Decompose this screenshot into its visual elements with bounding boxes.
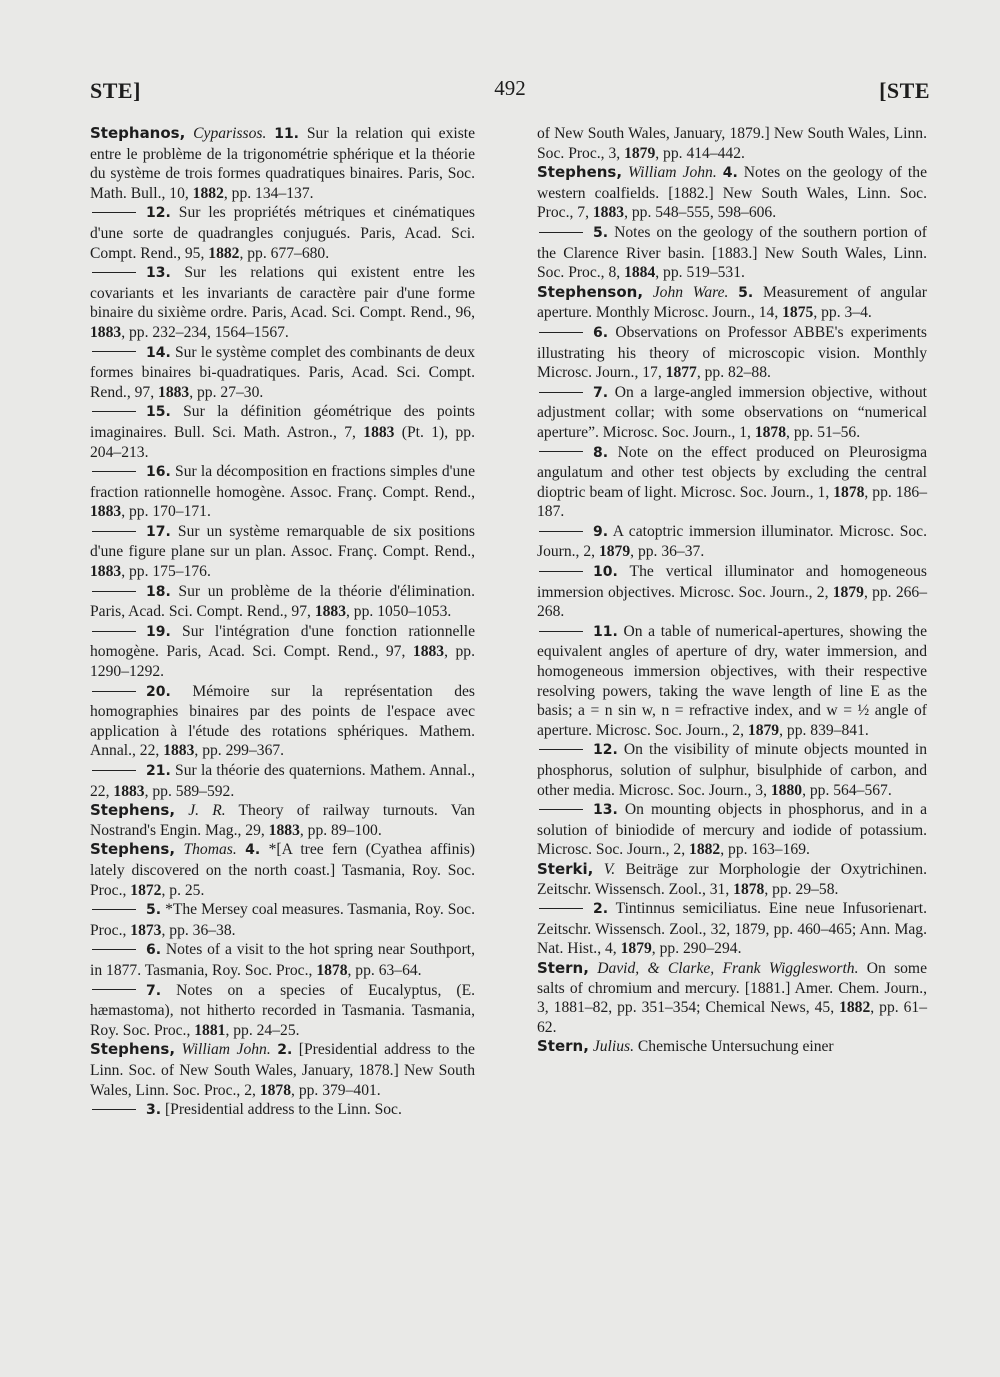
entry-pages: (Pt. 1), pp. 204–213. (90, 423, 476, 461)
ditto-dash (92, 531, 136, 532)
entry-year: 1883 (113, 782, 145, 800)
author-forename: David, & Clarke, Frank Wigglesworth. (597, 959, 859, 977)
entry-year: 1879 (598, 543, 631, 561)
entry-text: Sur les relations qui existent entre les covariants et les invariants de caractère pair d'une forme binaire du sixième ordre. Paris, Acad. Sci. Compt. Rend., 96, (90, 264, 475, 322)
bibliography-entry (90, 582, 475, 622)
ditto-dash (539, 332, 583, 333)
entry-year: 1879 (832, 583, 864, 601)
entry-text: Sur le système complet des combinants de deux formes binaires bi-quadratiques. Paris, Acad. Sci. Compt. Rend., 97, (90, 343, 475, 401)
entry-text: of New South Wales, January, 1879.] New South Wales, Linn. Soc. Proc., 3, (537, 125, 927, 162)
entry-number: 2. (277, 1042, 293, 1059)
entry-pages: , pp. 519–531. (655, 264, 745, 282)
author-forename: V. (603, 860, 616, 878)
ditto-dash (92, 591, 136, 592)
entry-text: Sur la décomposition en fractions simples d'une fraction rationnelle homogène. Assoc. Franç. Compt. Rend., (90, 463, 475, 501)
entry-number: 11. (274, 126, 300, 142)
entry-year: 1881 (194, 1021, 226, 1039)
entry-year: 1878 (754, 423, 787, 441)
bibliography-entry (537, 124, 927, 163)
entry-year: 1883 (314, 603, 346, 621)
author-name: Stern, (537, 958, 589, 977)
entry-text: The vertical illuminator and homogeneous immersion objectives. Microsc. Soc. Journ., 2, (537, 563, 927, 601)
entry-year: 1883 (90, 323, 122, 341)
entry-year: 1883 (158, 383, 190, 401)
entry-pages: , pp. 266–268. (537, 583, 928, 621)
entry-pages: , pp. 299–367. (194, 742, 285, 760)
entry-number: 18. (146, 583, 171, 600)
author-forename: Cyparissos. (193, 125, 267, 142)
entry-text: *[A tree fern (Cyathea affinis) lately discovered on the north coast.] Tasmania, Roy. Soc. Proc., (90, 841, 475, 899)
ditto-dash (92, 909, 136, 910)
bibliography-entry (537, 800, 927, 860)
author-forename: Thomas. (183, 841, 237, 859)
entry-text: Sur la définition géométrique des points imaginaires. Bull. Sci. Math. Astron., 7, (90, 403, 475, 441)
entry-pages: , pp. 51–56. (786, 423, 861, 441)
entry-number: 10. (593, 564, 618, 581)
entry-number: 12. (593, 742, 618, 759)
entry-pages: , pp. 24–25. (225, 1021, 300, 1039)
entry-text: Notes on the geology of the southern portion of the Clarence River basin. [1883.] New South Wales, Linn. Soc. Proc., 8, (537, 223, 927, 282)
author-entry (90, 801, 475, 840)
entry-year: 1878 (733, 880, 765, 898)
bibliography-entry (537, 383, 927, 443)
entry-pages: , pp. 589–592. (144, 782, 235, 800)
entry-pages: , pp. 170–171. (121, 503, 211, 521)
entry-year: 1879 (747, 721, 780, 739)
author-forename: John Ware. (652, 283, 729, 301)
author-forename: Julius. (592, 1038, 634, 1056)
bibliography-entry (90, 900, 475, 940)
author-entry (537, 959, 927, 1037)
bibliography-entry (90, 402, 475, 462)
entry-pages: , pp. 414–442. (655, 144, 745, 162)
bibliography-entry (90, 263, 475, 342)
entry-text: Tintinnus semiciliatus. Eine neue Infusorienart. Zeitschr. Wissensch. Zool., 32, 1879, pp. 460–465; Ann. Mag. Nat. Hist., 4, (537, 900, 927, 958)
entry-number: 2. (593, 901, 609, 918)
entry-year: 1883 (90, 563, 122, 581)
entry-number: 8. (593, 444, 609, 461)
entry-pages: , pp. 1050–1053. (346, 603, 452, 621)
bibliography-entry (90, 622, 475, 682)
bibliography-entry (537, 223, 927, 283)
ditto-dash (92, 949, 136, 950)
author-forename: William John. (628, 164, 717, 182)
entry-number: 11. (593, 623, 618, 640)
entry-text: Notes on a species of Eucalyptus, (E. hæmastoma), not hitherto recorded in Tasmania. Tasmania, Roy. Soc. Proc., (90, 981, 475, 1039)
entry-year: 1872 (130, 881, 162, 899)
entry-number: 13. (146, 265, 171, 282)
bibliography-entry (90, 1100, 475, 1121)
bibliography-entry (537, 622, 927, 741)
ditto-dash (539, 392, 583, 393)
entry-pages: , pp. 232–234, 1564–1567. (121, 323, 289, 341)
entry-year: 1882 (689, 841, 721, 859)
entry-text: Note on the effect produced on Pleurosigma angulatum and other test objects by excluding the central dioptric beam of light. Microsc. Soc. Journ., 1, (537, 443, 927, 501)
ditto-dash (539, 451, 583, 452)
entry-year: 1883 (90, 503, 122, 521)
ditto-dash (539, 631, 583, 632)
author-name: Stephanos, (90, 124, 186, 142)
entry-number: 9. (593, 523, 609, 540)
ditto-dash (539, 749, 583, 750)
entry-text: Measurement of angular aperture. Monthly Microsc. Journ., 14, (537, 283, 927, 322)
entry-text: On mounting objects in phosphorus, and in a solution of biniodide of mercury and iodide of potassium. Microsc. Soc. Journ., 2, (537, 801, 928, 859)
running-head-left: STE] (90, 78, 141, 103)
entry-pages: , pp. 61–62. (537, 999, 927, 1036)
page-number: 492 (494, 76, 526, 100)
entry-pages: , p. 25. (161, 881, 205, 899)
entry-year: 1883 (268, 821, 300, 839)
bibliography-entry (537, 323, 927, 383)
bibliography-entry (90, 343, 475, 403)
bibliography-entry (90, 462, 475, 522)
bibliography-entry (90, 682, 475, 761)
entry-text: Sur l'intégration d'une fonction rationnelle homogène. Paris, Acad. Sci. Compt. Rend., 97, (90, 622, 475, 661)
author-name: Sterki, (537, 859, 594, 878)
entry-year: 1882 (192, 184, 224, 202)
bibliography-entry (537, 443, 927, 522)
ditto-dash (92, 631, 136, 632)
entry-text: *The Mersey coal measures. Tasmania, Roy. Soc. Proc., (90, 901, 475, 939)
ditto-dash (92, 989, 136, 990)
ditto-dash (539, 571, 583, 572)
entry-number: 4. (245, 842, 261, 859)
bibliography-entry (537, 899, 927, 959)
entry-number: 17. (146, 523, 171, 540)
ditto-dash (539, 908, 583, 909)
entry-number: 5. (738, 284, 754, 301)
entry-pages: , pp. 163–169. (720, 841, 810, 859)
entry-pages: , pp. 548–555, 598–606. (624, 204, 777, 222)
entry-pages: , pp. 36–37. (630, 543, 705, 561)
bibliography-entry (90, 981, 475, 1041)
author-entry (90, 1040, 475, 1100)
entry-text: Notes of a visit to the hot spring near Southport, in 1877. Tasmania, Roy. Soc. Proc., (90, 941, 475, 979)
entry-text: On the visibility of minute objects mounted in phosphorus, solution of sulphur, bisulphide of carbon, and other media. Microsc. Soc. Journ., 3, (537, 741, 927, 799)
author-entry (537, 283, 927, 323)
entry-number: 15. (146, 404, 171, 421)
entry-number: 14. (146, 344, 171, 361)
ditto-dash (539, 531, 583, 532)
entry-text: Chemische Untersuchung einer (637, 1038, 834, 1056)
entry-year: 1873 (130, 921, 162, 939)
entry-text: Theory of railway turnouts. Van Nostrand's Engin. Mag., 29, (90, 802, 475, 839)
bibliography-entry (90, 522, 475, 582)
entry-text: [Presidential address to the Linn. Soc. of New South Wales, January, 1878.] New South Wales, Linn. Soc. Proc., 2, (90, 1041, 475, 1099)
entry-text: On a large-angled immersion objective, without adjustment collar; with some observations on “numerical aperture”. Microsc. Soc. Journ., 1, (537, 383, 927, 441)
entry-number: 13. (593, 802, 618, 819)
author-entry (90, 124, 475, 203)
left-column (90, 124, 475, 1121)
entry-pages: , pp. 27–30. (189, 383, 264, 401)
entry-pages: , pp. 1290–1292. (90, 643, 475, 681)
running-head-right: [STE (879, 78, 930, 103)
entry-text: On a table of numerical-apertures, showing the equivalent angles of aperture of dry, water immersion, and homogeneous immersion objectives, with their respective resolving powers, taking the wave length of line E as the basis; a = n sin w, n = refractive index, and w = ½ angle of aperture. Microsc. Soc. Journ., 2, (537, 622, 927, 739)
ditto-dash (92, 351, 136, 352)
ditto-dash (92, 770, 136, 771)
right-column (537, 124, 927, 1057)
entry-year: 1878 (316, 961, 348, 979)
entry-year: 1880 (770, 781, 803, 799)
bibliography-entry (90, 940, 475, 980)
entry-year: 1882 (839, 999, 871, 1017)
entry-year: 1883 (592, 204, 625, 222)
entry-text: On some salts of chromium and mercury. [1881.] Amer. Chem. Journ., 3, 1881–82, pp. 351–354; Chemical News, 45, (537, 959, 927, 1017)
entry-number: 7. (146, 982, 162, 999)
bibliography-entry (90, 203, 475, 263)
entry-year: 1884 (624, 264, 656, 282)
entry-number: 6. (146, 942, 162, 959)
ditto-dash (539, 232, 583, 233)
entry-pages: , pp. 175–176. (121, 563, 211, 581)
author-forename: J. R. (188, 802, 226, 820)
entry-pages: , pp. 379–401. (291, 1081, 381, 1099)
ditto-dash (92, 411, 136, 412)
author-entry (90, 840, 475, 900)
bibliography-entry (90, 761, 475, 801)
author-entry (537, 860, 927, 899)
entry-text: Sur la théorie des quaternions. Mathem. Annal., 22, (90, 762, 475, 800)
entry-pages: , pp. 29–58. (764, 880, 839, 898)
entry-year: 1883 (412, 643, 445, 661)
entry-pages: , pp. 3–4. (813, 304, 872, 322)
author-name: Stephens, (90, 840, 176, 859)
entry-text: Observations on Professor ABBE's experiments illustrating his theory of microscopic vision. Monthly Microsc. Journ., 17, (537, 323, 927, 382)
entry-text: Sur la relation qui existe entre le problème de la trigonométrie sphérique et la théorie du système de trois formes quadratiques binaires. Paris, Soc. Math. Bull., 10, (90, 125, 476, 202)
entry-text: Sur les propriétés métriques et cinématiques d'une sorte de quadrangles conjugués. Paris, Acad. Sci. Compt. Rend., 95, (90, 204, 475, 262)
entry-year: 1883 (163, 742, 195, 760)
entry-year: 1878 (833, 483, 865, 501)
ditto-dash (539, 809, 583, 810)
ditto-dash (92, 212, 136, 213)
entry-text: Sur un problème de la théorie d'élimination. Paris, Acad. Sci. Compt. Rend., 97, (90, 582, 475, 621)
entry-number: 21. (146, 763, 171, 779)
entry-number: 19. (146, 623, 171, 640)
entry-pages: , pp. 89–100. (299, 821, 382, 839)
author-name: Stern, (537, 1037, 589, 1056)
entry-pages: , pp. 186–187. (537, 483, 927, 521)
author-entry (537, 163, 927, 223)
author-entry (537, 1037, 927, 1057)
entry-number: 6. (593, 324, 609, 341)
author-name: Stephens, (90, 801, 176, 820)
entry-text: A catoptric immersion illuminator. Microsc. Soc. Journ., 2, (537, 522, 927, 561)
ditto-dash (92, 471, 136, 472)
entry-pages: , pp. 839–841. (779, 721, 869, 739)
entry-year: 1882 (208, 244, 240, 262)
entry-number: 16. (146, 464, 171, 481)
entry-text: [Presidential address to the Linn. Soc. (164, 1101, 402, 1119)
entry-text: Mémoire sur la représentation des homographies binaires par des points de l'espace avec application à l'étude des rotations sphériques. Mathem. Annal., 22, (90, 682, 475, 760)
entry-year: 1879 (620, 940, 652, 958)
entry-pages: , pp. 82–88. (696, 364, 771, 382)
ditto-dash (92, 1109, 136, 1110)
entry-pages: , pp. 63–64. (347, 961, 422, 979)
entry-year: 1875 (782, 304, 814, 322)
entry-number: 5. (146, 902, 162, 919)
entry-year: 1879 (624, 144, 656, 162)
entry-number: 20. (146, 683, 171, 700)
author-forename: William John. (181, 1041, 271, 1059)
entry-number: 12. (146, 205, 171, 222)
bibliography-entry (537, 740, 927, 800)
ditto-dash (92, 691, 136, 692)
author-name: Stephenson, (537, 282, 644, 301)
ditto-dash (92, 272, 136, 273)
entry-pages: , pp. 677–680. (239, 244, 330, 262)
entry-text: Sur un système remarquable de six positions d'une figure plane sur un plan. Assoc. Franç. Compt. Rend., (90, 522, 475, 561)
bibliography-entry (537, 522, 927, 562)
entry-number: 4. (722, 165, 738, 182)
entry-pages: , pp. 290–294. (651, 940, 742, 958)
entry-number: 3. (146, 1102, 162, 1119)
entry-pages: , pp. 36–38. (161, 921, 236, 939)
entry-text: Notes on the geology of the western coalfields. [1882.] New South Wales, Linn. Soc. Proc., 7, (537, 164, 927, 222)
page-header (90, 78, 930, 108)
bibliography-entry (537, 562, 927, 622)
entry-number: 7. (593, 384, 609, 401)
entry-text: Beiträge zur Morphologie der Oxytrichinen. Zeitschr. Wissensch. Zool., 31, (537, 860, 927, 898)
entry-year: 1877 (665, 364, 697, 382)
entry-pages: , pp. 134–137. (223, 184, 314, 202)
entry-pages: , pp. 564–567. (802, 781, 892, 799)
entry-year: 1883 (363, 423, 395, 441)
author-name: Stephens, (537, 163, 623, 182)
entry-year: 1878 (259, 1081, 292, 1099)
author-name: Stephens, (90, 1040, 176, 1059)
entry-number: 5. (593, 224, 609, 241)
